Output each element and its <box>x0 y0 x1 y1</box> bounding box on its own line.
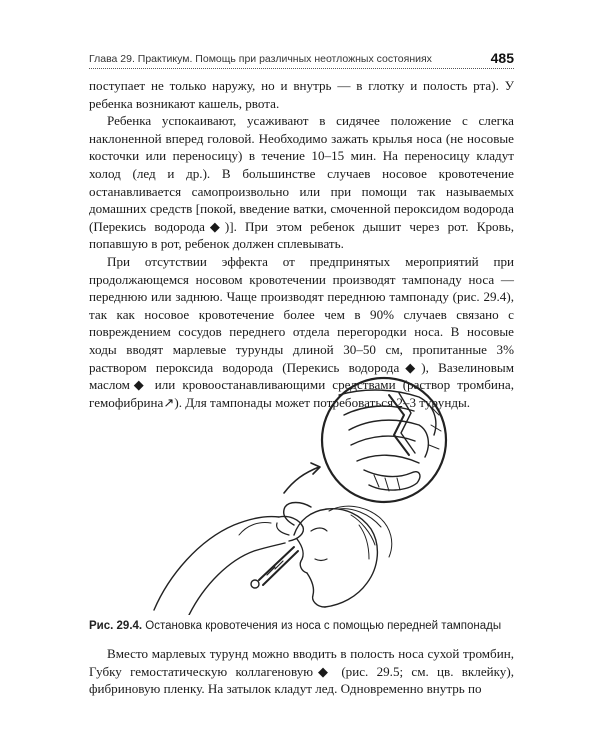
body-text-top <box>89 77 514 411</box>
body-text-bottom <box>89 645 514 698</box>
chapter-title: Глава 29. Практикум. Помощь при различных неотложных состояниях <box>89 53 432 65</box>
paragraph: Ребенка успокаивают, усаживают в сидячее положение с слегка наклоненной вперед головой. Необходимо зажать крылья носа (не носовые косточки или переносицу) в течение 10–15 мин. На переносицу кладут холод (лед и др.). В большинстве случаев носовое кровотечение останавливается самопроизвольно или при помощи так называемых домашних средств [покой, введение ватки, смоченной пероксидом водорода (Перекись водорода◆)]. При этом ребенок дышит через рот. Кровь, попавшую в рот, ребенок должен сплевывать. <box>89 113 514 252</box>
helper-hand <box>284 503 311 526</box>
forceps-icon <box>251 547 298 588</box>
figure-caption <box>89 620 514 632</box>
running-header <box>89 50 514 69</box>
illustration <box>89 375 514 615</box>
paragraph: поступает не только наружу, но и внутрь — в глотку и полость рта). У ребенка возникают кашель, рвота. <box>89 78 514 111</box>
magnified-inset <box>322 378 446 502</box>
page-number: 485 <box>490 50 514 66</box>
figure-nose-tamponade <box>89 375 514 615</box>
paragraph: Вместо марлевых турунд можно вводить в полость носа сухой тромбин, Губку гемостатическую коллагеновую◆ (рис. 29.5; см. цв. вклейку), фибриновую пленку. На затылок кладут лед. Одновременно внутрь по <box>89 646 514 697</box>
figure-label: Рис. 29.4. <box>89 620 143 632</box>
child-head <box>294 506 392 607</box>
paragraph: При отсутствии эффекта от предпринятых мероприятий при продолжающемся носовом кровотечении производят тампонаду носа — переднюю или заднюю. Чаще производят переднюю тампонаду (рис. 29.4), так как носовое кровотечение более чем в 90% случаев связано с повреждением сосудов переднего отдела перегородки носа. В носовые ходы вводят марлевые турунды длиной 30–50 см, пропитанные 3% раствором пероксида водорода (Перекись водорода◆), Вазелиновым маслом◆ или кровоостанавливающими средствами (раствор тромбина, гемофибрина↗). Для тампонады может потребоваться 2–3 турунды. <box>89 253 514 410</box>
figure-caption-text: Остановка кровотечения из носа с помощью передней тампонады <box>142 620 502 632</box>
pointer-arrow <box>284 467 319 493</box>
